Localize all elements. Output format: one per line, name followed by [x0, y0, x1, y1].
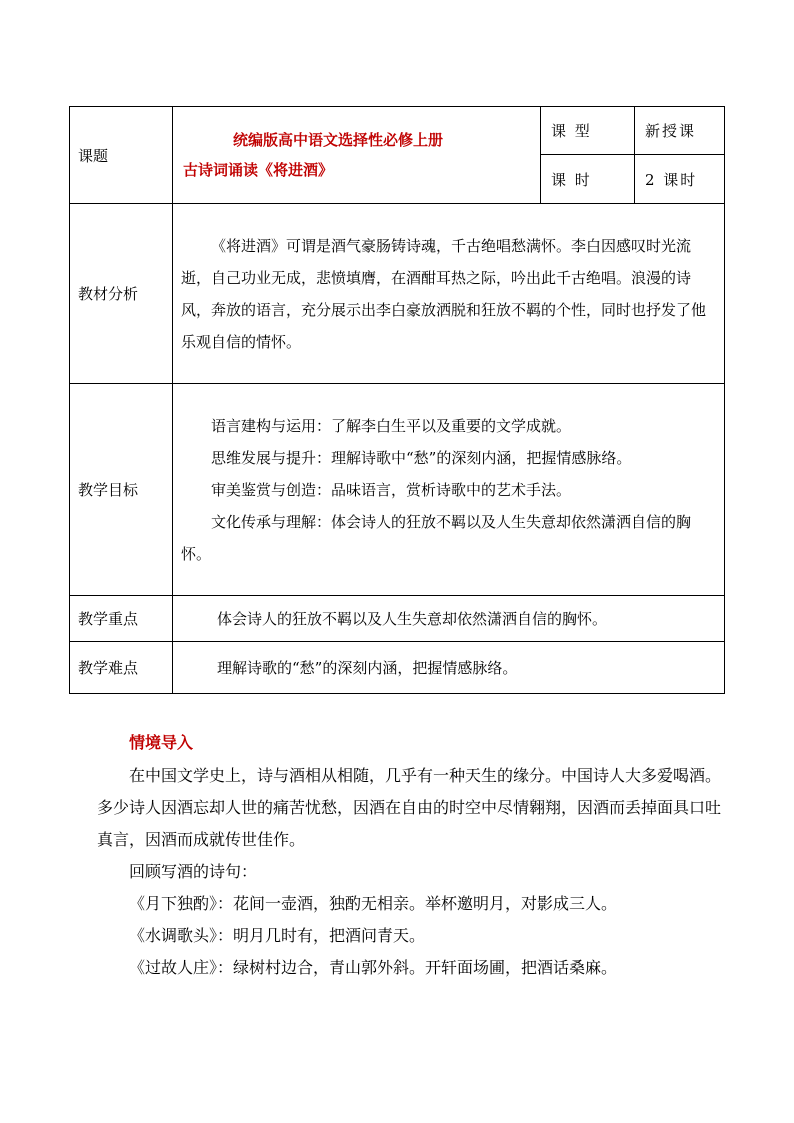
objective-item: 文化传承与理解：体会诗人的狂放不羁以及人生失意却依然潇洒自信的胸怀。 — [181, 512, 692, 563]
teaching-objectives-cell — [173, 384, 725, 596]
lesson-type-label: 课 型 — [541, 107, 635, 155]
intro-paragraph: 在中国文学史上，诗与酒相从相随，几乎有一种天生的缘分。中国诗人大多爱喝酒。多少诗人因酒忘却人世的痛苦忧愁，因酒在自由的时空中尽情翱翔，因酒而丢掉面具口吐真言，因酒而成就传世佳作。 — [97, 766, 722, 849]
material-analysis-cell — [173, 204, 725, 384]
objective-item: 思维发展与提升：理解诗歌中“愁”的深刻内涵，把握情感脉络。 — [211, 448, 632, 467]
topic-title-line1: 统编版高中语文选择性必修上册 — [233, 131, 444, 149]
material-analysis-label: 教材分析 — [70, 204, 173, 384]
material-analysis-text: 《将进酒》可谓是酒气豪肠铸诗魂，千古绝唱愁满怀。李白因感叹时光流逝，自己功业无成，悲愤填膺，在酒酣耳热之际，吟出此千古绝唱。浪漫的诗风，奔放的语言，充分展示出李白豪放洒脱和狂放不羁的个性，同时也抒发了他乐观自信的情怀。 — [181, 236, 707, 351]
class-hours-value: 2 课时 — [635, 155, 725, 204]
teaching-difficulty-text: 理解诗歌的“愁”的深刻内涵，把握情感脉络。 — [173, 642, 725, 694]
topic-title-cell — [173, 107, 541, 204]
review-prompt: 回顾写酒的诗句： — [129, 862, 258, 881]
objective-item: 语言建构与运用：了解李白生平以及重要的文学成就。 — [211, 416, 572, 435]
lesson-type-value: 新授课 — [635, 107, 725, 155]
teaching-key-text: 体会诗人的狂放不羁以及人生失意却依然潇洒自信的胸怀。 — [173, 596, 725, 642]
poem-line: 《月下独酌》：花间一壶酒，独酌无相亲。举杯邀明月，对影成三人。 — [129, 894, 618, 913]
objective-item: 审美鉴赏与创造：品味语言，赏析诗歌中的艺术手法。 — [211, 480, 572, 499]
teaching-objectives-label: 教学目标 — [70, 384, 173, 596]
poem-line: 《过故人庄》：绿树村边合，青山郭外斜。开轩面场圃，把酒话桑麻。 — [129, 958, 618, 977]
topic-label: 课题 — [70, 107, 173, 204]
class-hours-label: 课 时 — [541, 155, 635, 204]
teaching-key-label: 教学重点 — [70, 596, 173, 642]
lesson-plan-table — [69, 106, 725, 694]
situation-intro-section — [69, 726, 729, 984]
topic-title-line2: 古诗词诵读《将进酒》 — [183, 161, 334, 179]
poem-line: 《水调歌头》：明月几时有，把酒问青天。 — [129, 926, 426, 945]
teaching-difficulty-label: 教学难点 — [70, 642, 173, 694]
section-title: 情境导入 — [129, 733, 194, 752]
